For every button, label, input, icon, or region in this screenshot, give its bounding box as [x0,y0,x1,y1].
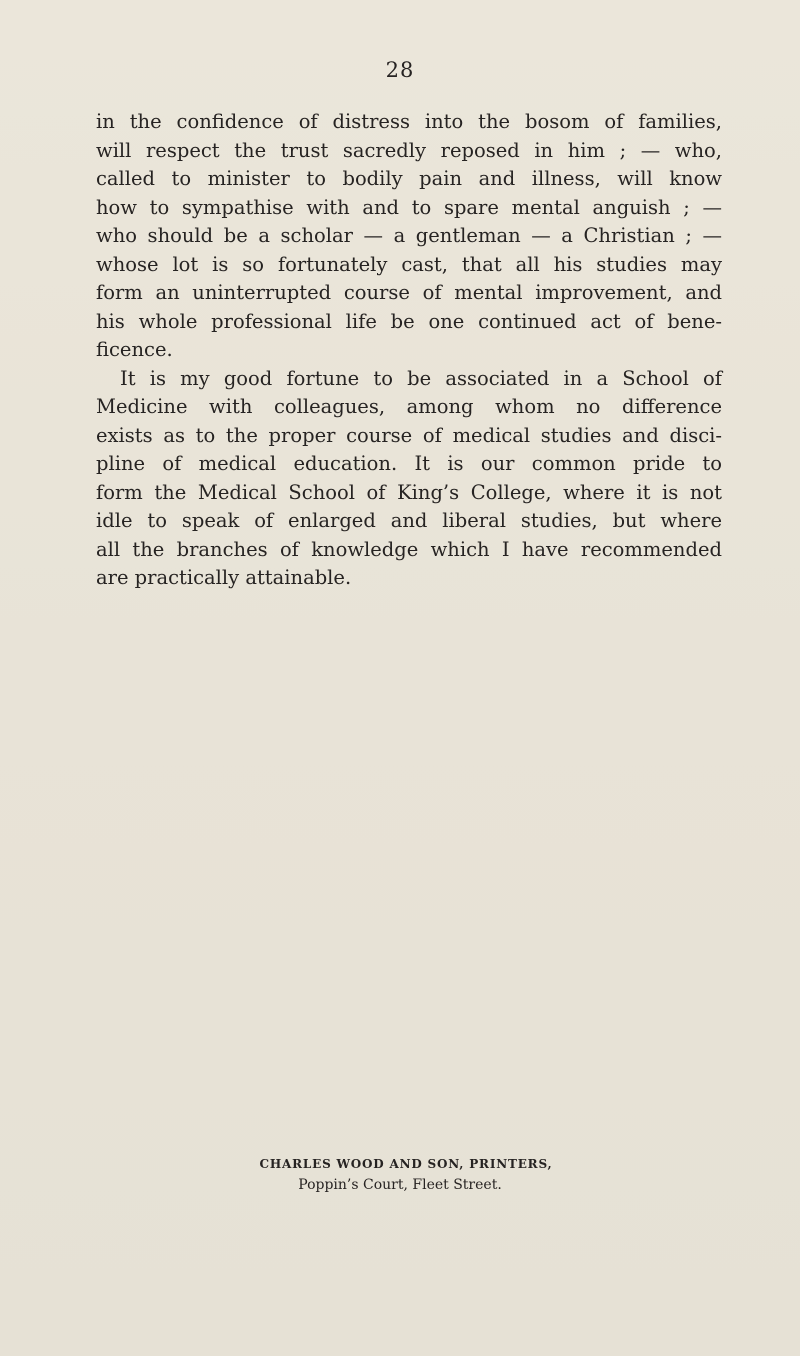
printer-imprint-address: Poppin’s Court, Fleet Street. [298,1177,502,1193]
text-line: form an uninterrupted course of mental improvement, and [96,281,722,304]
text-line: form the Medical School of King’s College, where it is not [96,480,722,504]
text-line: his whole professional life be one continued act of bene- [96,309,722,333]
text-line: in the confidence of distress into the bosom of families, [96,110,722,133]
text-line: who should be a scholar — a gentleman — a Christian ; — [96,224,722,247]
text-line: will respect the trust sacredly reposed in him ; — who, [96,138,722,162]
text-line: are practically attainable. [96,566,352,589]
text-line: called to minister to bodily pain and illness, will know [96,167,722,190]
text-line: idle to speak of enlarged and liberal studies, but where [96,509,722,532]
body-text [96,108,722,593]
text-line: pline of medical education. It is our common pride to [96,452,722,475]
text-line: ficence. [96,338,173,361]
paragraph-start-line: It is my good fortune to be associated in a School of [120,366,722,390]
text-line: all the branches of knowledge which I have recommended [96,537,722,561]
text-line: exists as to the proper course of medical studies and disci- [96,423,722,447]
text-line: whose lot is so fortunately cast, that all his studies may [96,252,722,276]
text-line: how to sympathise with and to spare mental anguish ; — [96,195,722,219]
printer-imprint-name: CHARLES WOOD AND SON, PRINTERS, [259,1157,553,1171]
text-line: Medicine with colleagues, among whom no difference [96,395,722,418]
page-number: 28 [385,58,415,82]
